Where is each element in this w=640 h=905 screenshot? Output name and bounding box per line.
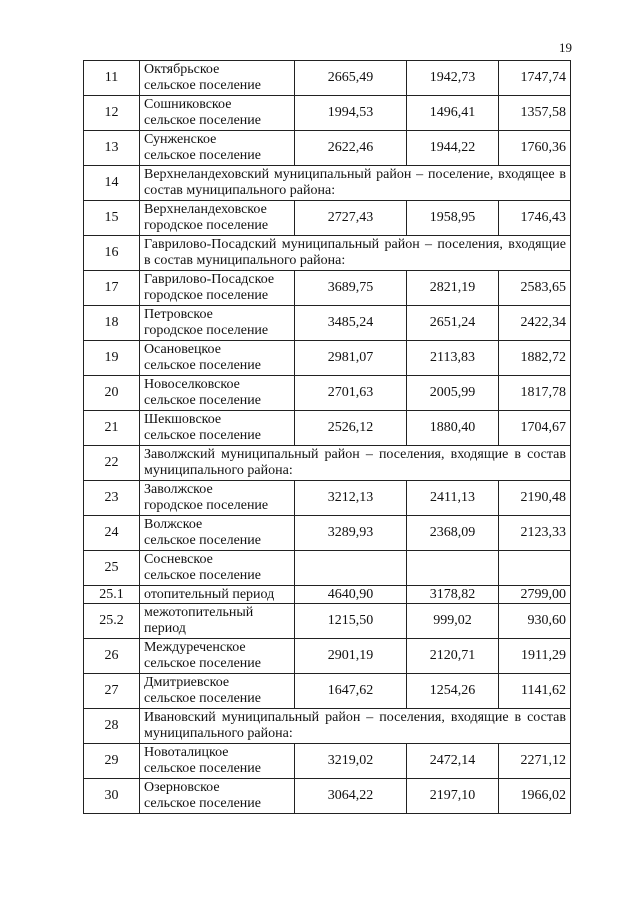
table-row — [84, 709, 571, 744]
row-number-cell: 22 — [84, 446, 140, 481]
row-number-cell: 11 — [84, 61, 140, 96]
table-row — [84, 551, 571, 586]
settlement-type-line: сельское поселение — [144, 568, 261, 583]
row-number-cell: 18 — [84, 306, 140, 341]
row-number-cell: 29 — [84, 744, 140, 779]
row-number-cell: 28 — [84, 709, 140, 744]
value-cell-1: 3212,13 — [295, 481, 407, 516]
value-cell-1: 3689,75 — [295, 271, 407, 306]
value-cell-3: 1141,62 — [499, 674, 571, 709]
value-cell-3: 1760,36 — [499, 131, 571, 166]
table-row — [84, 61, 571, 96]
table-row — [84, 376, 571, 411]
district-heading-cell: Заволжский муниципальный район – поселения, входящие в состав муниципального района: — [140, 446, 571, 481]
settlement-name-line: Верхнеландеховское — [144, 202, 267, 217]
value-cell-2: 1496,41 — [407, 96, 499, 131]
settlement-type-line: период — [144, 621, 186, 636]
table-row — [84, 779, 571, 814]
value-cell-3 — [499, 551, 571, 586]
row-number-cell: 15 — [84, 201, 140, 236]
settlement-name-line: Петровское — [144, 307, 213, 322]
value-cell-3: 2583,65 — [499, 271, 571, 306]
table-row — [84, 96, 571, 131]
settlement-name-line: Озерновское — [144, 780, 220, 795]
settlement-name-cell — [140, 341, 295, 376]
row-number-cell: 16 — [84, 236, 140, 271]
row-number-cell: 25.1 — [84, 586, 140, 604]
settlement-type-line: городское поселение — [144, 323, 269, 338]
value-cell-3: 1817,78 — [499, 376, 571, 411]
value-cell-3: 2190,48 — [499, 481, 571, 516]
settlement-name-cell — [140, 744, 295, 779]
settlement-name-cell — [140, 481, 295, 516]
row-number-cell: 30 — [84, 779, 140, 814]
settlement-type-line: сельское поселение — [144, 358, 261, 373]
table-row — [84, 166, 571, 201]
district-heading-cell: Верхнеландеховский муниципальный район – поселение, входящее в состав муниципального района: — [140, 166, 571, 201]
settlement-type-line: сельское поселение — [144, 428, 261, 443]
value-cell-3: 1704,67 — [499, 411, 571, 446]
value-cell-1: 2727,43 — [295, 201, 407, 236]
district-heading-cell: Гаврилово-Посадский муниципальный район – поселения, входящие в состав муниципального района: — [140, 236, 571, 271]
settlement-name-cell — [140, 551, 295, 586]
settlement-name-cell — [140, 271, 295, 306]
value-cell-2: 1880,40 — [407, 411, 499, 446]
value-cell-3: 930,60 — [499, 604, 571, 639]
row-number-cell: 21 — [84, 411, 140, 446]
settlement-name-line: Сосневское — [144, 552, 213, 567]
tariff-table — [83, 60, 571, 814]
value-cell-2: 2472,14 — [407, 744, 499, 779]
settlement-type-line: сельское поселение — [144, 78, 261, 93]
row-number-cell: 14 — [84, 166, 140, 201]
value-cell-2: 1958,95 — [407, 201, 499, 236]
table-row — [84, 744, 571, 779]
settlement-name-cell — [140, 306, 295, 341]
settlement-name-line: Сунженское — [144, 132, 217, 147]
settlement-name-line: Гаврилово-Посадское — [144, 272, 275, 287]
value-cell-3: 2422,34 — [499, 306, 571, 341]
table-row — [84, 341, 571, 376]
settlement-name-cell — [140, 779, 295, 814]
row-number-cell: 17 — [84, 271, 140, 306]
row-number-cell: 20 — [84, 376, 140, 411]
settlement-type-line: сельское поселение — [144, 656, 261, 671]
value-cell-1: 1647,62 — [295, 674, 407, 709]
settlement-name-line: Заволжское — [144, 482, 213, 497]
table-row — [84, 604, 571, 639]
value-cell-2: 2120,71 — [407, 639, 499, 674]
value-cell-3: 1911,29 — [499, 639, 571, 674]
settlement-name-cell — [140, 131, 295, 166]
value-cell-2: 1942,73 — [407, 61, 499, 96]
table-row — [84, 236, 571, 271]
value-cell-1: 2622,46 — [295, 131, 407, 166]
settlement-type-line: сельское поселение — [144, 393, 261, 408]
settlement-name-cell — [140, 201, 295, 236]
value-cell-3: 2123,33 — [499, 516, 571, 551]
value-cell-2: 2821,19 — [407, 271, 499, 306]
settlement-name-line: Октябрьское — [144, 62, 220, 77]
table-row — [84, 639, 571, 674]
settlement-name-line: Сошниковское — [144, 97, 232, 112]
row-number-cell: 13 — [84, 131, 140, 166]
value-cell-2: 2368,09 — [407, 516, 499, 551]
row-number-cell: 25.2 — [84, 604, 140, 639]
settlement-type-line: городское поселение — [144, 218, 269, 233]
settlement-name-line: Осановецкое — [144, 342, 221, 357]
value-cell-2: 1254,26 — [407, 674, 499, 709]
settlement-name-line: Новоселковское — [144, 377, 240, 392]
row-number-cell: 24 — [84, 516, 140, 551]
row-number-cell: 19 — [84, 341, 140, 376]
value-cell-2: 2197,10 — [407, 779, 499, 814]
value-cell-3: 1966,02 — [499, 779, 571, 814]
value-cell-2: 2005,99 — [407, 376, 499, 411]
row-number-cell: 12 — [84, 96, 140, 131]
page-number: 19 — [559, 40, 572, 55]
value-cell-3: 2799,00 — [499, 586, 571, 604]
value-cell-1: 2981,07 — [295, 341, 407, 376]
value-cell-2 — [407, 551, 499, 586]
value-cell-1: 3289,93 — [295, 516, 407, 551]
value-cell-2: 2411,13 — [407, 481, 499, 516]
settlement-name-line: Шекшовское — [144, 412, 222, 427]
settlement-type-line: сельское поселение — [144, 113, 261, 128]
district-heading-cell: Ивановский муниципальный район – поселения, входящие в состав муниципального района: — [140, 709, 571, 744]
settlement-type-line: сельское поселение — [144, 796, 261, 811]
value-cell-2: 3178,82 — [407, 586, 499, 604]
table-row — [84, 516, 571, 551]
table-body — [84, 61, 571, 814]
settlement-name-cell — [140, 376, 295, 411]
settlement-name-cell — [140, 639, 295, 674]
row-number-cell: 25 — [84, 551, 140, 586]
settlement-type-line: городское поселение — [144, 498, 269, 513]
settlement-name-cell — [140, 674, 295, 709]
settlement-name-line: Междуреченское — [144, 640, 246, 655]
row-number-cell: 26 — [84, 639, 140, 674]
table-row — [84, 411, 571, 446]
value-cell-2: 1944,22 — [407, 131, 499, 166]
value-cell-1: 3219,02 — [295, 744, 407, 779]
value-cell-3: 1746,43 — [499, 201, 571, 236]
settlement-name-line: отопительный период — [144, 586, 275, 602]
value-cell-1: 3485,24 — [295, 306, 407, 341]
value-cell-2: 2651,24 — [407, 306, 499, 341]
table-row — [84, 131, 571, 166]
value-cell-3: 2271,12 — [499, 744, 571, 779]
settlement-type-line: городское поселение — [144, 288, 269, 303]
table-row — [84, 201, 571, 236]
value-cell-1: 2665,49 — [295, 61, 407, 96]
settlement-name-line: Новоталицкое — [144, 745, 229, 760]
settlement-type-line: сельское поселение — [144, 691, 261, 706]
value-cell-2: 2113,83 — [407, 341, 499, 376]
settlement-type-line: сельское поселение — [144, 761, 261, 776]
settlement-name-line: межотопительный — [144, 605, 254, 620]
settlement-name-cell — [140, 96, 295, 131]
value-cell-1: 1994,53 — [295, 96, 407, 131]
table-row — [84, 586, 571, 604]
value-cell-3: 1357,58 — [499, 96, 571, 131]
settlement-name-cell — [140, 604, 295, 639]
row-number-cell: 27 — [84, 674, 140, 709]
value-cell-3: 1882,72 — [499, 341, 571, 376]
value-cell-1: 3064,22 — [295, 779, 407, 814]
table-row — [84, 446, 571, 481]
settlement-name-cell — [140, 586, 295, 604]
value-cell-1: 2701,63 — [295, 376, 407, 411]
settlement-name-cell — [140, 516, 295, 551]
table-row — [84, 271, 571, 306]
row-number-cell: 23 — [84, 481, 140, 516]
table-row — [84, 674, 571, 709]
value-cell-1 — [295, 551, 407, 586]
settlement-type-line: сельское поселение — [144, 533, 261, 548]
value-cell-1: 2526,12 — [295, 411, 407, 446]
settlement-name-cell — [140, 61, 295, 96]
settlement-name-line: Дмитриевское — [144, 675, 230, 690]
value-cell-1: 2901,19 — [295, 639, 407, 674]
settlement-name-cell — [140, 411, 295, 446]
table-row — [84, 306, 571, 341]
value-cell-1: 4640,90 — [295, 586, 407, 604]
value-cell-2: 999,02 — [407, 604, 499, 639]
settlement-name-line: Волжское — [144, 517, 203, 532]
table-row — [84, 481, 571, 516]
value-cell-3: 1747,74 — [499, 61, 571, 96]
value-cell-1: 1215,50 — [295, 604, 407, 639]
settlement-type-line: сельское поселение — [144, 148, 261, 163]
